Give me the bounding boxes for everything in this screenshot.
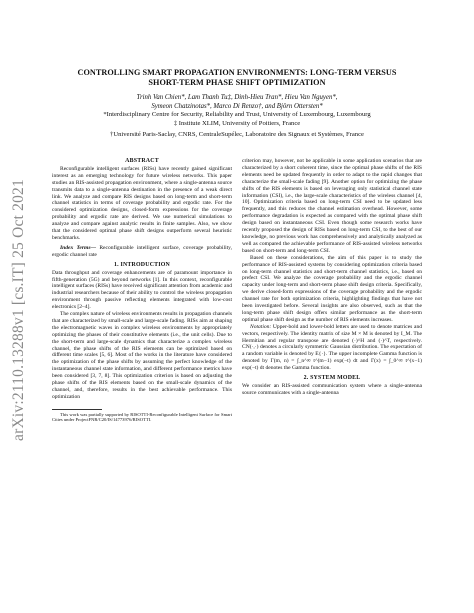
paper-title bbox=[52, 68, 422, 88]
abstract-heading: ABSTRACT bbox=[125, 158, 159, 164]
arxiv-identifier-stamp bbox=[7, 120, 31, 500]
affiliation-2: ‡ Institute XLIM, University of Poitiers, France bbox=[173, 119, 301, 127]
paper-title-line-2: SHORT-TERM PHASE SHIFT OPTIMIZATION bbox=[148, 78, 326, 87]
index-terms-label: Index Terms— bbox=[60, 244, 97, 251]
two-column-body bbox=[52, 158, 422, 423]
intro-paragraph-1: Data throughput and coverage enhancements are of paramount importance in fifth-generation (5G) and beyond networks [1]. In this context, reconfigurable intelligent surfaces (RISs) have received significant attention from academic and industrial researchers because of their ability to control the wireless propagation environment through passive reflecting elements integrated with low-cost electronics [2–4]. bbox=[52, 269, 232, 311]
system-model-text: We consider an RIS-assisted communication system where a single-antenna source communicates with a single-antenna bbox=[242, 383, 422, 396]
funding-footnote: This work was partially supported by RISOTTI-Reconfigurable Intelligent Surface for Smart Cities under ProjectFNR/C20/IS/14773976/RISOTTI. bbox=[52, 411, 232, 423]
author-list bbox=[52, 94, 422, 111]
notation-label: Notation: bbox=[250, 323, 272, 330]
right-paragraph-2: Based on these considerations, the aim of this paper is to study the performance of RIS-assisted systems by considering optimization criteria based on long-term channel statistics and short-term channel statistics, i.e., based on prefect CSI. We analyze the coverage probability and the ergodic channel capacity under long-term and short-term phase shift design criteria. Specifically, we derive closed-form expressions of the coverage probability and the ergodic channel rate for both optimization criteria, highlighting findings that have not been investigated before. Several insights are also observed, such as that the long-term phase shift design offers similar performance as the short-term optimal phase shift design as the number of RIS elements increases. bbox=[242, 254, 422, 323]
introduction-heading: 1. INTRODUCTION bbox=[113, 261, 171, 268]
left-column bbox=[52, 158, 232, 423]
arxiv-identifier-text: arXiv:2110.13288v1 [cs.IT] 25 Oct 2021 bbox=[10, 179, 27, 441]
paper-title-line-1: CONTROLLING SMART PROPAGATION ENVIRONMENTS: LONG-TERM VERSUS bbox=[77, 68, 397, 77]
index-terms-text: Reconfigurable intelligent surface, coverage probability, ergodic channel rate bbox=[52, 244, 232, 258]
right-column bbox=[242, 158, 422, 423]
index-terms bbox=[52, 245, 232, 259]
right-paragraph-1: criterion may, however, not be applicable in some application scenarios that are characterized by a short coherent time, since the optimal phase shifts of the RIS elements need be updated frequently in order to adapt to the rapid changes that characterize the small-scale fading [9]. Another option for optimizing the phase shifts of the RIS elements is based on leveraging only statistical channel state information (CSI), i.e., the large-scale characteristics of the wireless channel [4, 10]. Optimization criteria based on long-term CSI need to be updated less frequently, and this reduces the channel estimation overhead. However, some performance degradation is expected as compared with the optimal phase shift design based on instantaneous CSI. Even though some research works have recently proposed the design of RISs based on long-term CSI, to the best of our knowledge, no previous work has comprehensively and analytically analyzed as well as compared the achievable performance of RIS-assisted wireless networks based on short-term and long-term CSI. bbox=[242, 158, 422, 254]
notation-paragraph bbox=[242, 324, 422, 372]
abstract-text: Reconfigurable intelligent surfaces (RISs) have recently gained significant interest as an emerging technology for future wireless networks. This paper studies an RIS-assisted propagation environment, where a single-antenna source transmits data to a single-antenna destination in the presence of a weak direct link. We analyze and compare RIS designs based on long-term and short-term channel statistics in terms of coverage probability and ergodic rate. For the considered optimization designs, closed-form expressions for the coverage probability and ergodic rate are derived. We use numerical simulations to analyze and compare against analytic results in finite samples. Also, we show that the considered optimal phase shift designs outperform several heuristic benchmarks. bbox=[52, 165, 232, 241]
paper-page bbox=[52, 68, 422, 423]
authors-line-1: Trinh Van Chien*, Lam Thanh Tu‡, Dinh-Hieu Tran*, Hieu Van Nguyen*, bbox=[136, 94, 338, 101]
footnote-rule bbox=[52, 409, 102, 410]
notation-text: Upper-bold and lower-bold letters are used to denote matrices and vectors, respectively. The identity matrix of size M × M is denoted by I_M. The Hermitian and regular transpose are denoted (·)^H and (·)^T, respectively. CN(·,·) denotes a circularly symmetric Gaussian distribution. The expectation of a random variable is denoted by E{·}. The upper incomplete Gamma function is denoted by Γ(m, n) = ∫_n^∞ t^(m−1) exp(−t) dt and Γ(x) = ∫_0^∞ t^(x−1) exp(−t) dt denotes the Gamma function. bbox=[242, 323, 422, 372]
affiliation-3: †Université Paris-Saclay, CNRS, CentraleSupélec, Laboratoire des Signaux et Systèmes, France bbox=[110, 131, 364, 138]
system-model-heading: 2. SYSTEM MODEL bbox=[303, 375, 361, 382]
affiliation-1: *Interdisciplinary Centre for Security, Reliability and Trust, University of Luxembourg, Luxembourg bbox=[103, 111, 371, 119]
authors-line-2: Symeon Chatzinotas*, Marco Di Renzo†, and Björn Ottersten* bbox=[151, 102, 323, 110]
intro-paragraph-2: The complex nature of wireless environments results in propagation channels that are characterized by small-scale and large-scale fading. RISs aim at shaping the electromagnetic waves in complex wireless environments by appropriately optimizing the phases of their constitutive elements (i.e., the unit cells). Due to the short-term and large-scale dynamics that characterize a complex wireless channel, the phase shifts of the RIS elements can be optimized based on different time scales [5, 6]. Most of the works in the literature have considered the optimization of the phase shifts by assuming the perfect knowledge of the instantaneous channel state information, and different performance metrics have been considered [3, 7, 8]. This optimization criterion is based on adjusting the phase shifts of the RIS elements based on the small-scale dynamics of the channel, and, therefore, results in the best achievable performance. This optimization bbox=[52, 311, 232, 400]
